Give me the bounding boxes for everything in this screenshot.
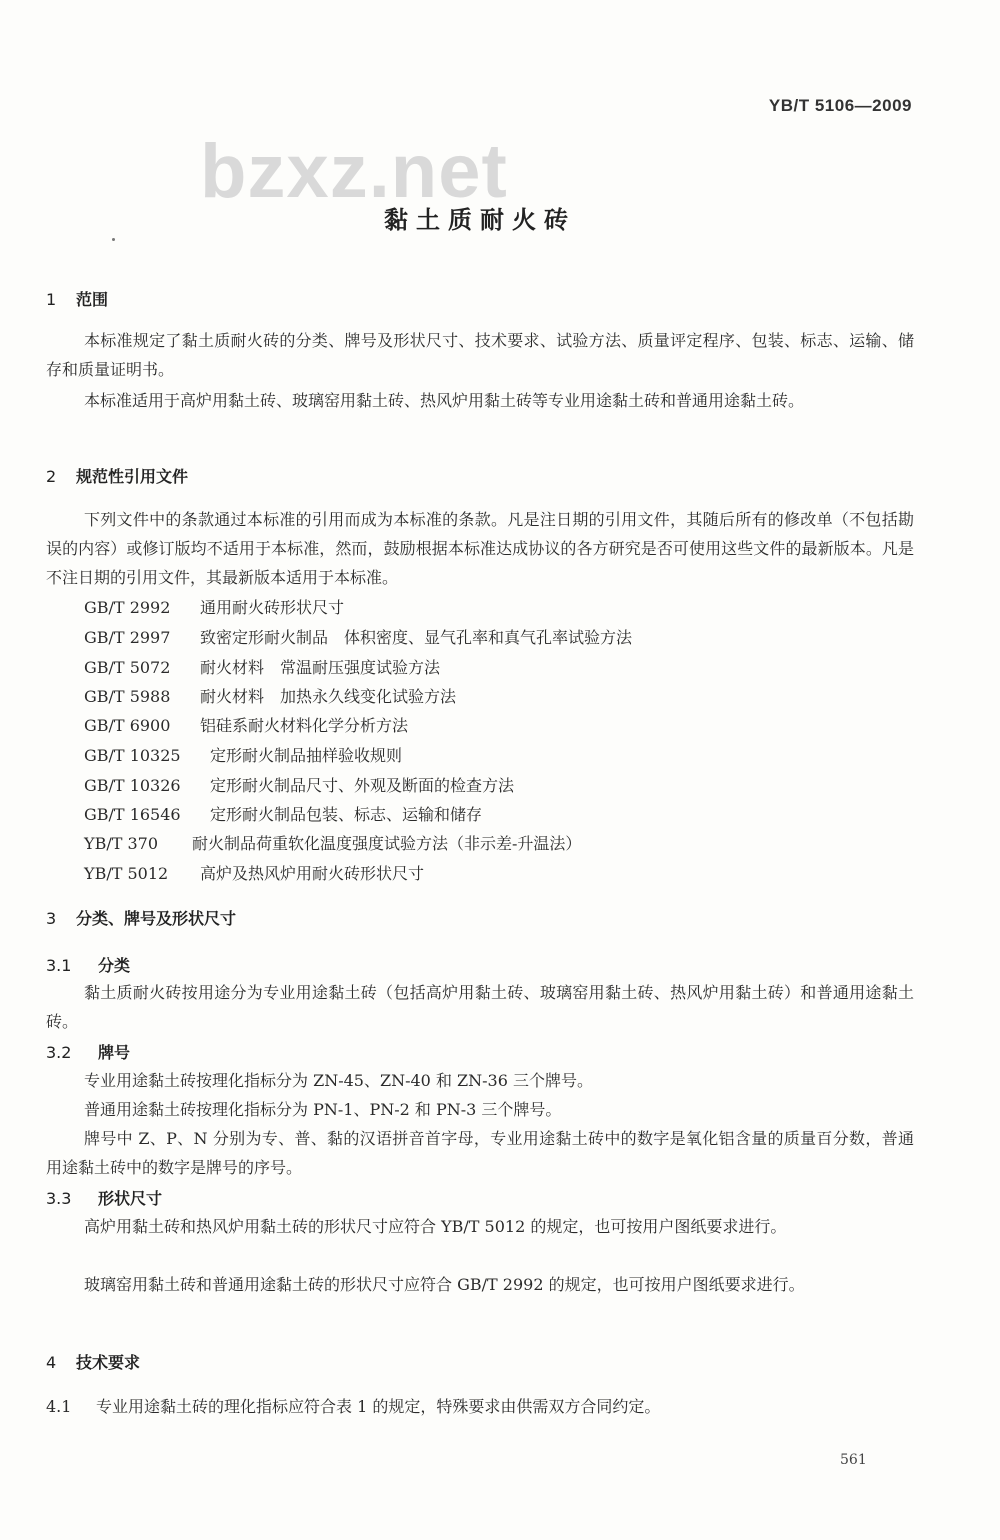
document-title: 黏土质耐火砖 xyxy=(384,206,576,234)
watermark: bzxz.net xyxy=(200,129,508,214)
reference-code: GB/T 6900 xyxy=(84,716,171,735)
subsection-3-3-paragraph-1: 高炉用黏土砖和热风炉用黏土砖的形状尺寸应符合 YB/T 5012 的规定，也可按用户图纸要求进行。 xyxy=(84,1217,787,1236)
reference-code: YB/T 370 xyxy=(84,834,159,853)
reference-item xyxy=(84,773,514,796)
reference-item xyxy=(84,743,402,766)
reference-title: 耐火制品荷重软化温度强度试验方法（非示差-升温法） xyxy=(192,834,582,853)
section-number: 2 xyxy=(46,467,57,486)
reference-item xyxy=(84,831,581,854)
reference-title: 高炉及热风炉用耐火砖形状尺寸 xyxy=(200,864,425,883)
reference-code: GB/T 2992 xyxy=(84,598,171,617)
subsection-3-1-paragraph: 黏土质耐火砖按用途分为专业用途黏土砖（包括高炉用黏土砖、玻璃窑用黏土砖、热风炉用黏土砖）和普通用途黏土砖。 xyxy=(46,983,914,1031)
reference-title: 铝硅系耐火材料化学分析方法 xyxy=(200,716,409,735)
reference-item xyxy=(84,713,408,736)
reference-code: GB/T 10326 xyxy=(84,776,181,795)
subsection-3-2-paragraph-2: 普通用途黏土砖按理化指标分为 PN-1、PN-2 和 PN-3 三个牌号。 xyxy=(84,1100,562,1119)
reference-title: 耐火材料 常温耐压强度试验方法 xyxy=(200,658,441,677)
subsection-3-2-paragraph-1: 专业用途黏土砖按理化指标分为 ZN-45、ZN-40 和 ZN-36 三个牌号。 xyxy=(84,1071,593,1090)
subsection-number: 3.2 xyxy=(46,1043,72,1062)
section-title: 规范性引用文件 xyxy=(76,467,189,486)
reference-code: GB/T 5072 xyxy=(84,658,171,677)
subsection-title: 形状尺寸 xyxy=(98,1189,163,1208)
subsection-3-2-paragraph-3: 牌号中 Z、P、N 分别为专、普、黏的汉语拼音首字母，专业用途黏土砖中的数字是氧化铝含量的质量百分数，普通用途黏土砖中的数字是牌号的序号。 xyxy=(46,1129,914,1177)
clause-text: 专业用途黏土砖的理化指标应符合表 1 的规定，特殊要求由供需双方合同约定。 xyxy=(96,1397,661,1416)
reference-item xyxy=(84,861,424,884)
clause-number: 4.1 xyxy=(46,1397,72,1416)
reference-item xyxy=(84,655,440,678)
reference-code: GB/T 5988 xyxy=(84,687,171,706)
section-title: 分类、牌号及形状尺寸 xyxy=(76,909,237,928)
reference-title: 定形耐火制品包装、标志、运输和储存 xyxy=(210,805,483,824)
section-1-paragraph-1: 本标准规定了黏土质耐火砖的分类、牌号及形状尺寸、技术要求、试验方法、质量评定程序、包装、标志、运输、储存和质量证明书。 xyxy=(46,331,914,379)
section-number: 1 xyxy=(46,290,57,309)
reference-title: 定形耐火制品抽样验收规则 xyxy=(210,746,403,765)
reference-title: 致密定形耐火制品 体积密度、显气孔率和真气孔率试验方法 xyxy=(200,628,633,647)
subsection-3-1-heading xyxy=(46,953,130,976)
section-1-paragraph-2: 本标准适用于高炉用黏土砖、玻璃窑用黏土砖、热风炉用黏土砖等专业用途黏土砖和普通用途黏土砖。 xyxy=(84,391,805,410)
reference-item xyxy=(84,595,344,618)
section-2-heading xyxy=(46,464,188,487)
reference-code: GB/T 2997 xyxy=(84,628,171,647)
subsection-3-3-heading xyxy=(46,1186,162,1209)
reference-item xyxy=(84,802,482,825)
clause-4-1 xyxy=(46,1394,660,1417)
reference-item xyxy=(84,625,632,648)
reference-code: GB/T 10325 xyxy=(84,746,181,765)
section-1-heading xyxy=(46,287,108,310)
section-4-heading xyxy=(46,1350,140,1373)
subsection-number: 3.3 xyxy=(46,1189,72,1208)
section-number: 4 xyxy=(46,1353,57,1372)
subsection-3-3-paragraph-2: 玻璃窑用黏土砖和普通用途黏土砖的形状尺寸应符合 GB/T 2992 的规定，也可按用户图纸要求进行。 xyxy=(84,1275,805,1294)
reference-title: 耐火材料 加热永久线变化试验方法 xyxy=(200,687,457,706)
reference-title: 通用耐火砖形状尺寸 xyxy=(200,598,345,617)
scan-speck xyxy=(112,238,115,241)
reference-item xyxy=(84,684,456,707)
subsection-title: 牌号 xyxy=(98,1043,131,1062)
section-title: 范围 xyxy=(76,290,109,309)
subsection-3-2-heading xyxy=(46,1040,130,1063)
section-2-paragraph: 下列文件中的条款通过本标准的引用而成为本标准的条款。凡是注日期的引用文件，其随后所有的修改单（不包括勘误的内容）或修订版均不适用于本标准，然而，鼓励根据本标准达成协议的各方研究是否可使用这些文件的最新版本。凡是不注日期的引用文件，其最新版本适用于本标准。 xyxy=(46,510,914,587)
standard-code: YB/T 5106—2009 xyxy=(768,96,912,115)
page-number: 561 xyxy=(840,1452,867,1468)
reference-title: 定形耐火制品尺寸、外观及断面的检查方法 xyxy=(210,776,515,795)
subsection-number: 3.1 xyxy=(46,956,72,975)
reference-code: YB/T 5012 xyxy=(84,864,169,883)
section-number: 3 xyxy=(46,909,57,928)
reference-code: GB/T 16546 xyxy=(84,805,181,824)
subsection-title: 分类 xyxy=(98,956,131,975)
section-title: 技术要求 xyxy=(76,1353,141,1372)
section-3-heading xyxy=(46,906,236,929)
